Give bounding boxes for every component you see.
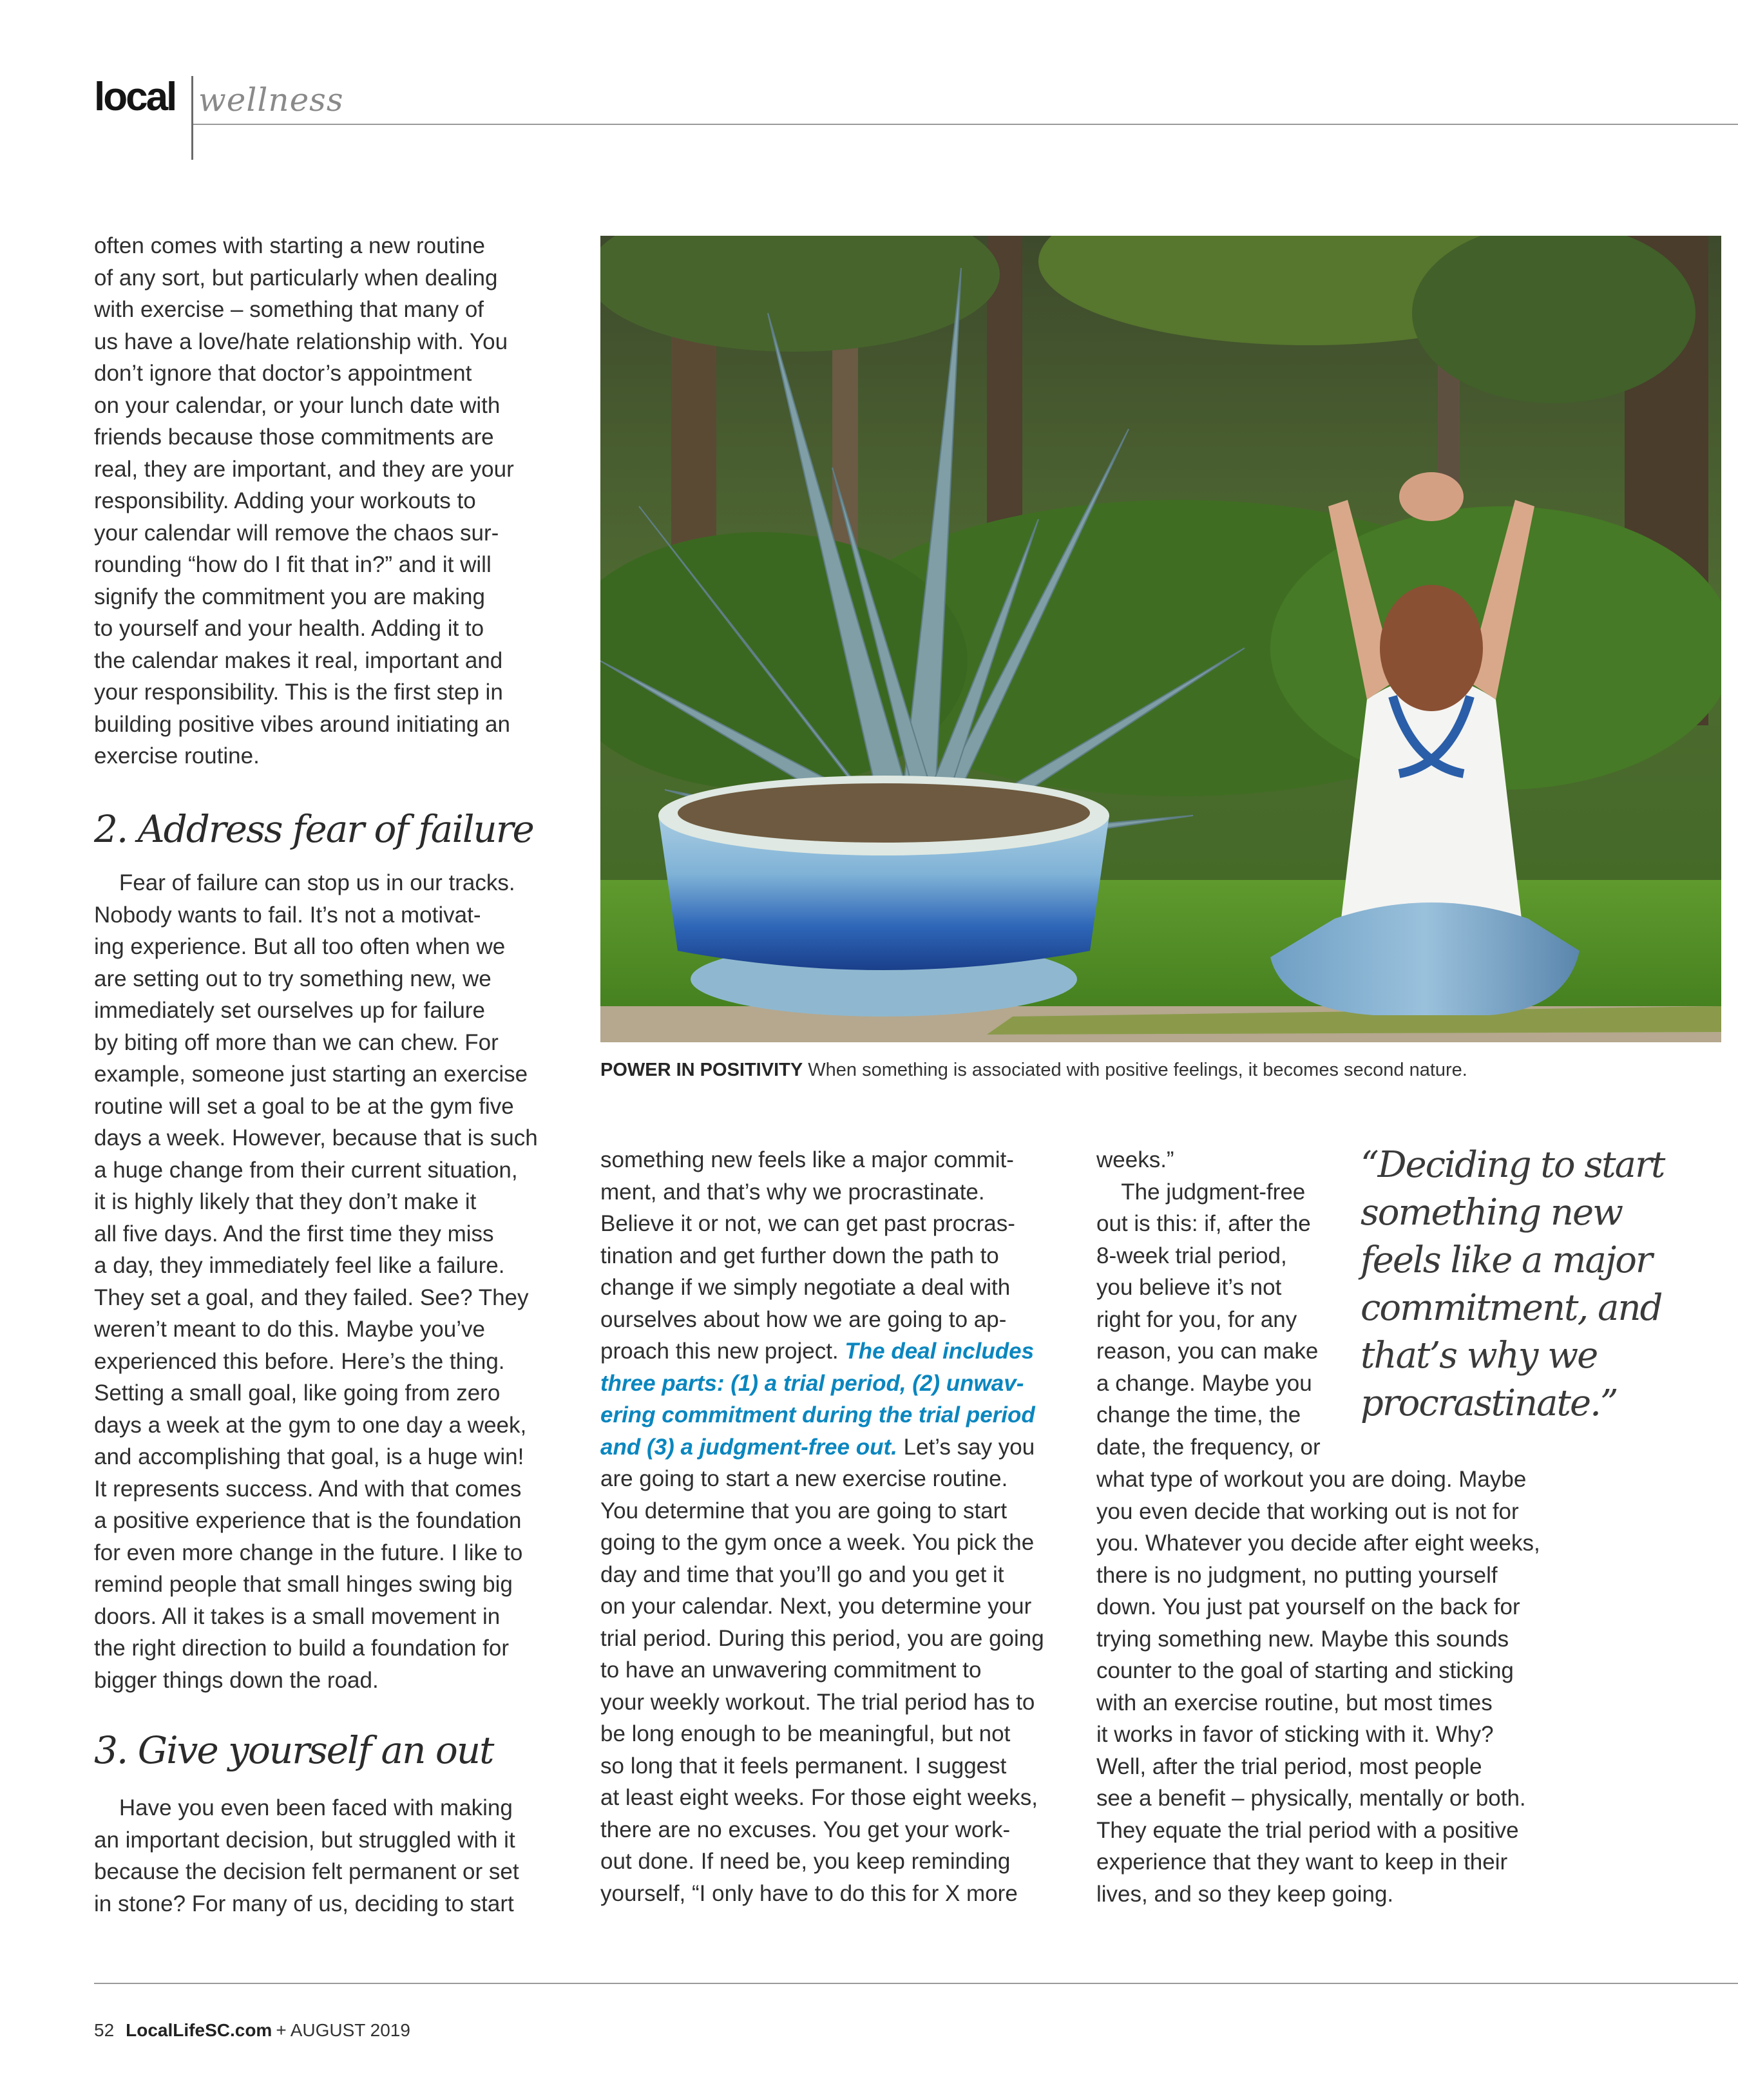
text-line: are going to start a new exercise routine.: [600, 1466, 1008, 1491]
text-line: Fear of failure can stop us in our tracks.: [94, 870, 515, 895]
text-line: there are no excuses. You get your work-: [600, 1817, 1011, 1842]
text-line: because the decision felt permanent or set: [94, 1859, 519, 1884]
text-line: don’t ignore that doctor’s appointment: [94, 361, 472, 386]
article-photo: [600, 236, 1721, 1042]
text-line: on your calendar. Next, you determine your: [600, 1594, 1032, 1619]
text-line: a change. Maybe you: [1096, 1370, 1312, 1396]
text-line: real, they are important, and they are your: [94, 456, 514, 482]
text-line: Well, after the trial period, most people: [1096, 1753, 1482, 1779]
section-name: wellness: [198, 81, 344, 119]
text-line: day and time that you’ll go and you get it: [600, 1561, 1004, 1587]
text-line: exercise routine.: [94, 743, 260, 768]
text-line: ing experience. But all too often when we: [94, 934, 506, 959]
column3-wide: [1096, 1464, 1540, 1910]
pull-quote-line: commitment, and: [1361, 1287, 1662, 1329]
photo-caption: [600, 1060, 1467, 1081]
text-line: bigger things down the road.: [94, 1667, 379, 1693]
text-line: yourself, “I only have to do this for X more: [600, 1880, 1018, 1906]
caption-text: When something is associated with positive feelings, it becomes second nature.: [803, 1060, 1467, 1080]
text-line: and accomplishing that goal, is a huge win!: [94, 1444, 524, 1469]
text-line: immediately set ourselves up for failure: [94, 998, 485, 1023]
text-plain: Let’s say you: [897, 1434, 1035, 1460]
text-line: right for you, for any: [1096, 1306, 1297, 1332]
text-line: Nobody wants to fail. It’s not a motivat-: [94, 902, 481, 928]
text-line: days a week at the gym to one day a week,: [94, 1412, 527, 1438]
text-line: what type of workout you are doing. Maybe: [1096, 1467, 1527, 1492]
text-line: the calendar makes it real, important and: [94, 647, 503, 673]
text-line: routine will set a goal to be at the gym five: [94, 1093, 514, 1119]
text-line: reason, you can make: [1096, 1339, 1319, 1364]
section-heading-2: 2. Address fear of failure: [94, 807, 533, 851]
text-line: on your calendar, or your lunch date with: [94, 392, 501, 418]
text-line: friends because those commitments are: [94, 425, 494, 450]
text-line: They equate the trial period with a positive: [1096, 1817, 1519, 1843]
text-line: weeks.”: [1096, 1147, 1174, 1172]
highlight-line: three parts: (1) a trial period, (2) unwav-: [600, 1370, 1024, 1396]
text-line: experienced this before. Here’s the thing.: [94, 1348, 505, 1374]
text-line: trying something new. Maybe this sounds: [1096, 1626, 1509, 1652]
text-line: your weekly workout. The trial period has to: [600, 1689, 1035, 1715]
text-line: going to the gym once a week. You pick the: [600, 1530, 1035, 1555]
text-line: it works in favor of sticking with it. Why?: [1096, 1722, 1494, 1747]
text-line: by biting off more than we can chew. For: [94, 1029, 499, 1055]
text-line: out done. If need be, you keep reminding: [600, 1849, 1011, 1874]
column1-intro: [94, 230, 514, 772]
text-line: ourselves about how we are going to ap-: [600, 1306, 1007, 1332]
page-number: 52: [94, 2020, 115, 2040]
text-line: rounding “how do I fit that in?” and it will: [94, 552, 492, 577]
text-line: your calendar will remove the chaos sur-: [94, 520, 499, 546]
text-line: you. Whatever you decide after eight weeks,: [1096, 1531, 1540, 1556]
text-plain: proach this new project.: [600, 1339, 845, 1364]
column1-section3: [94, 1792, 519, 1920]
text-line: of any sort, but particularly when dealing: [94, 265, 498, 291]
text-line: see a benefit – physically, mentally or both.: [1096, 1786, 1526, 1811]
header-divider: [191, 76, 193, 160]
text-line: Believe it or not, we can get past procras-: [600, 1211, 1015, 1236]
text-line: example, someone just starting an exercise: [94, 1062, 528, 1087]
text-line: us have a love/hate relationship with. You: [94, 329, 508, 354]
text-line: in stone? For many of us, deciding to start: [94, 1891, 514, 1916]
pull-quote-line: that’s why we: [1361, 1335, 1598, 1377]
text-line: with exercise – something that many of: [94, 297, 484, 322]
text-line: something new feels like a major commit-: [600, 1147, 1014, 1172]
pull-quote: [1361, 1141, 1664, 1427]
text-line: down. You just pat yourself on the back for: [1096, 1594, 1520, 1619]
text-line: You determine that you are going to start: [600, 1498, 1007, 1523]
text-line: remind people that small hinges swing big: [94, 1572, 513, 1597]
text-line: doors. All it takes is a small movement in: [94, 1603, 501, 1629]
text-line: lives, and so they keep going.: [1096, 1881, 1394, 1907]
text-line: often comes with starting a new routine: [94, 233, 485, 258]
text-line: change if we simply negotiate a deal with: [600, 1275, 1011, 1300]
text-line: your responsibility. This is the first step in: [94, 680, 503, 705]
highlight-text: The deal includes: [845, 1339, 1035, 1364]
pull-quote-line: feels like a major: [1361, 1239, 1652, 1281]
text-line: weren’t meant to do this. Maybe you’ve: [94, 1317, 485, 1342]
text-line: there is no judgment, no putting yourself: [1096, 1562, 1498, 1588]
pull-quote-line: “Deciding to start: [1361, 1144, 1665, 1186]
footer-separator: +: [276, 2020, 287, 2040]
text-line: [600, 1335, 1044, 1368]
column2: [600, 1144, 1044, 1909]
text-line: change the time, the: [1096, 1402, 1301, 1427]
text-line: trial period. During this period, you are going: [600, 1625, 1044, 1651]
text-line: Setting a small goal, like going from zero: [94, 1380, 501, 1406]
footer-rule: [94, 1983, 1738, 1984]
text-line: They set a goal, and they failed. See? They: [94, 1284, 529, 1310]
text-line: you believe it’s not: [1096, 1275, 1282, 1300]
text-line: an important decision, but struggled with it: [94, 1827, 515, 1853]
text-line: Have you even been faced with making: [94, 1795, 513, 1820]
text-line: days a week. However, because that is such: [94, 1125, 538, 1150]
caption-label: POWER IN POSITIVITY: [600, 1060, 803, 1080]
brand-logo-local: local: [94, 75, 176, 119]
text-line: date, the frequency, or: [1096, 1434, 1321, 1460]
text-line: [600, 1431, 1044, 1464]
text-line: a huge change from their current situation,: [94, 1157, 518, 1183]
text-line: a day, they immediately feel like a failure.: [94, 1253, 505, 1278]
text-line: the right direction to build a foundation for: [94, 1636, 510, 1661]
text-line: it is highly likely that they don’t make it: [94, 1189, 477, 1214]
text-line: all five days. And the first time they miss: [94, 1221, 494, 1246]
text-line: out is this: if, after the: [1096, 1211, 1311, 1236]
text-line: a positive experience that is the foundation: [94, 1508, 522, 1533]
text-line: at least eight weeks. For those eight weeks,: [600, 1785, 1038, 1810]
text-line: be long enough to be meaningful, but not: [600, 1721, 1011, 1746]
column1-section2: [94, 867, 538, 1696]
text-line: with an exercise routine, but most times: [1096, 1690, 1493, 1715]
highlight-line: ering commitment during the trial period: [600, 1402, 1035, 1427]
pull-quote-line: something new: [1361, 1192, 1623, 1234]
text-line: It represents success. And with that comes: [94, 1476, 522, 1502]
header-rule: [193, 124, 1738, 125]
text-line: experience that they want to keep in their: [1096, 1849, 1508, 1875]
text-line: 8-week trial period,: [1096, 1243, 1287, 1268]
text-line: ment, and that’s why we procrastinate.: [600, 1179, 985, 1205]
text-line: signify the commitment you are making: [94, 584, 485, 609]
text-line: to yourself and your health. Adding it to: [94, 616, 484, 641]
text-line: for even more change in the future. I like to: [94, 1540, 523, 1565]
page-footer: [94, 2020, 410, 2041]
issue-date: AUGUST 2019: [290, 2020, 410, 2040]
highlight-text: and (3) a judgment-free out.: [600, 1434, 897, 1460]
text-line: so long that it feels permanent. I suggest: [600, 1753, 1007, 1779]
site-name: LocalLifeSC.com: [126, 2020, 272, 2040]
text-line: you even decide that working out is not for: [1096, 1498, 1519, 1524]
column3-narrow: [1096, 1144, 1321, 1463]
text-line: to have an unwavering commitment to: [600, 1657, 982, 1683]
text-line: are setting out to try something new, we: [94, 966, 492, 991]
text-line: building positive vibes around initiating an: [94, 711, 510, 737]
text-line: The judgment-free: [1096, 1179, 1306, 1205]
section-heading-3: 3. Give yourself an out: [94, 1728, 493, 1772]
text-line: responsibility. Adding your workouts to: [94, 488, 476, 513]
pull-quote-line: procrastinate.”: [1361, 1382, 1618, 1424]
text-line: tination and get further down the path to: [600, 1243, 999, 1268]
text-line: counter to the goal of starting and sticking: [1096, 1658, 1514, 1683]
